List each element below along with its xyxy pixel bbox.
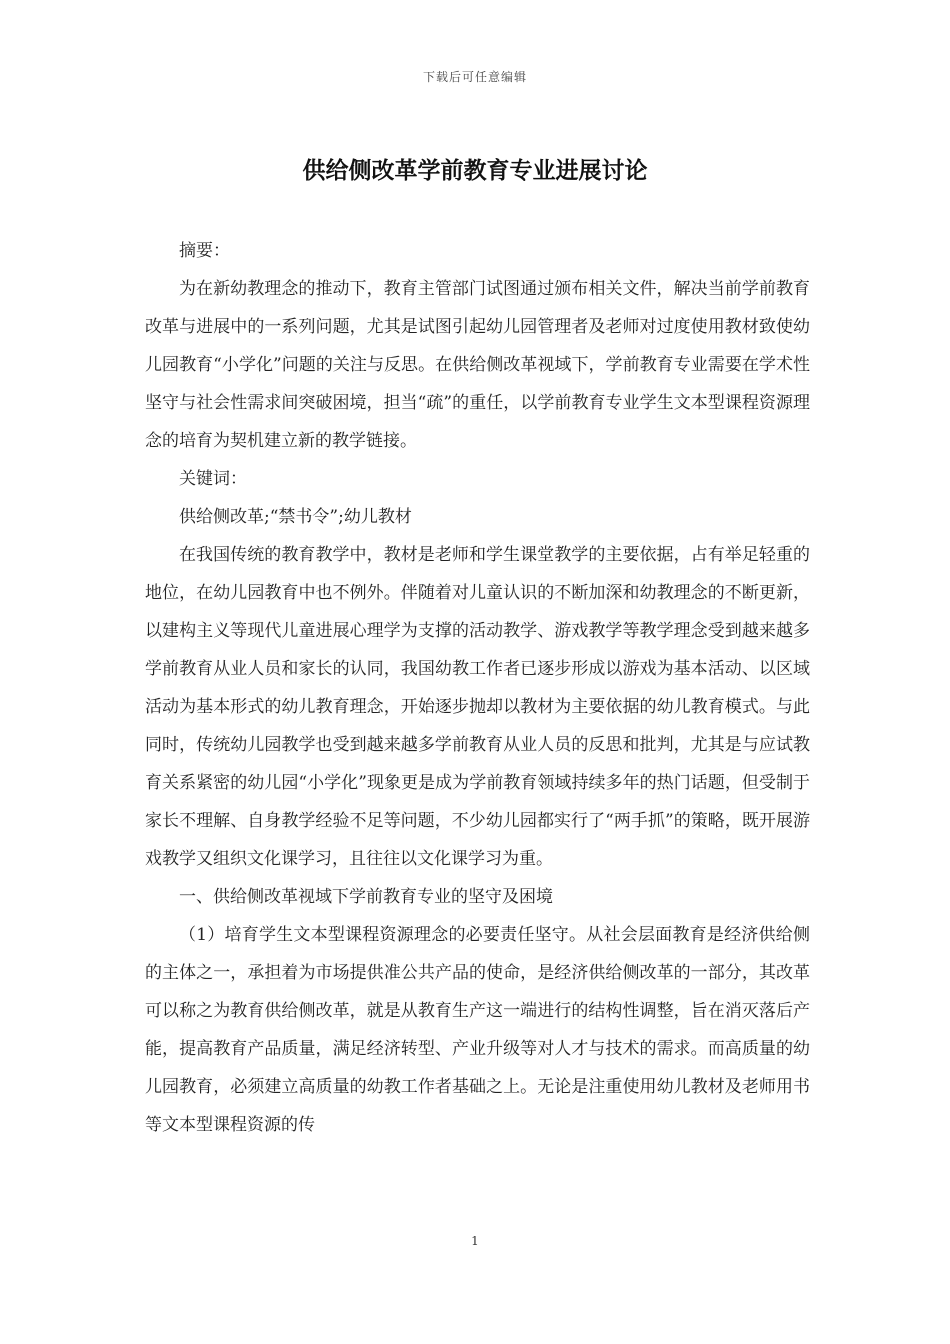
page-number: 1: [471, 1234, 479, 1248]
section-paragraph: （1）培育学生文本型课程资源理念的必要责任坚守。从社会层面教育是经济供给侧的主体之一，承担着为市场提供准公共产品的使命，是经济供给侧改革的一部分，其改革可以称之为教育供给侧改革，就是从教育生产这一端进行的结构性调整，旨在消灭落后产能，提高教育产品质量，满足经济转型、产业升级等对人才与技术的需求。而高质量的幼儿园教育，必须建立高质量的幼教工作者基础之上。无论是注重使用幼儿教材及老师用书等文本型课程资源的传: [145, 925, 810, 1135]
document-body: [145, 232, 810, 1144]
keywords-heading: 关键词：: [179, 469, 247, 489]
abstract-paragraph: 为在新幼教理念的推动下，教育主管部门试图通过颁布相关文件，解决当前学前教育改革与进展中的一系列问题，尤其是试图引起幼儿园管理者及老师对过度使用教材致使幼儿园教育“小学化”问题的关注与反思。在供给侧改革视域下，学前教育专业需要在学术性坚守与社会性需求间突破困境，担当“疏”的重任，以学前教育专业学生文本型课程资源理念的培育为契机建立新的教学链接。: [145, 279, 810, 451]
document-title: 供给侧改革学前教育专业进展讨论: [302, 157, 648, 184]
section-heading: 一、供给侧改革视域下学前教育专业的坚守及困境: [179, 887, 553, 907]
header-note: 下载后可任意编辑: [422, 70, 527, 84]
intro-paragraph: 在我国传统的教育教学中，教材是老师和学生课堂教学的主要依据，占有举足轻重的地位，在幼儿园教育中也不例外。伴随着对儿童认识的不断加深和幼教理念的不断更新，以建构主义等现代儿童进展心理学为支撑的活动教学、游戏教学等教学理念受到越来越多学前教育从业人员和家长的认同，我国幼教工作者已逐步形成以游戏为基本活动、以区域活动为基本形式的幼儿教育理念，开始逐步抛却以教材为主要依据的幼儿教育模式。与此同时，传统幼儿园教学也受到越来越多学前教育从业人员的反思和批判，尤其是与应试教育关系紧密的幼儿园“小学化”现象更是成为学前教育领域持续多年的热门话题，但受制于家长不理解、自身教学经验不足等问题，不少幼儿园都实行了“两手抓”的策略，既开展游戏教学又组织文化课学习，且往往以文化课学习为重。: [145, 545, 810, 869]
keywords-list: 供给侧改革;“禁书令”;幼儿教材: [179, 507, 412, 527]
abstract-heading: 摘要：: [179, 241, 230, 261]
